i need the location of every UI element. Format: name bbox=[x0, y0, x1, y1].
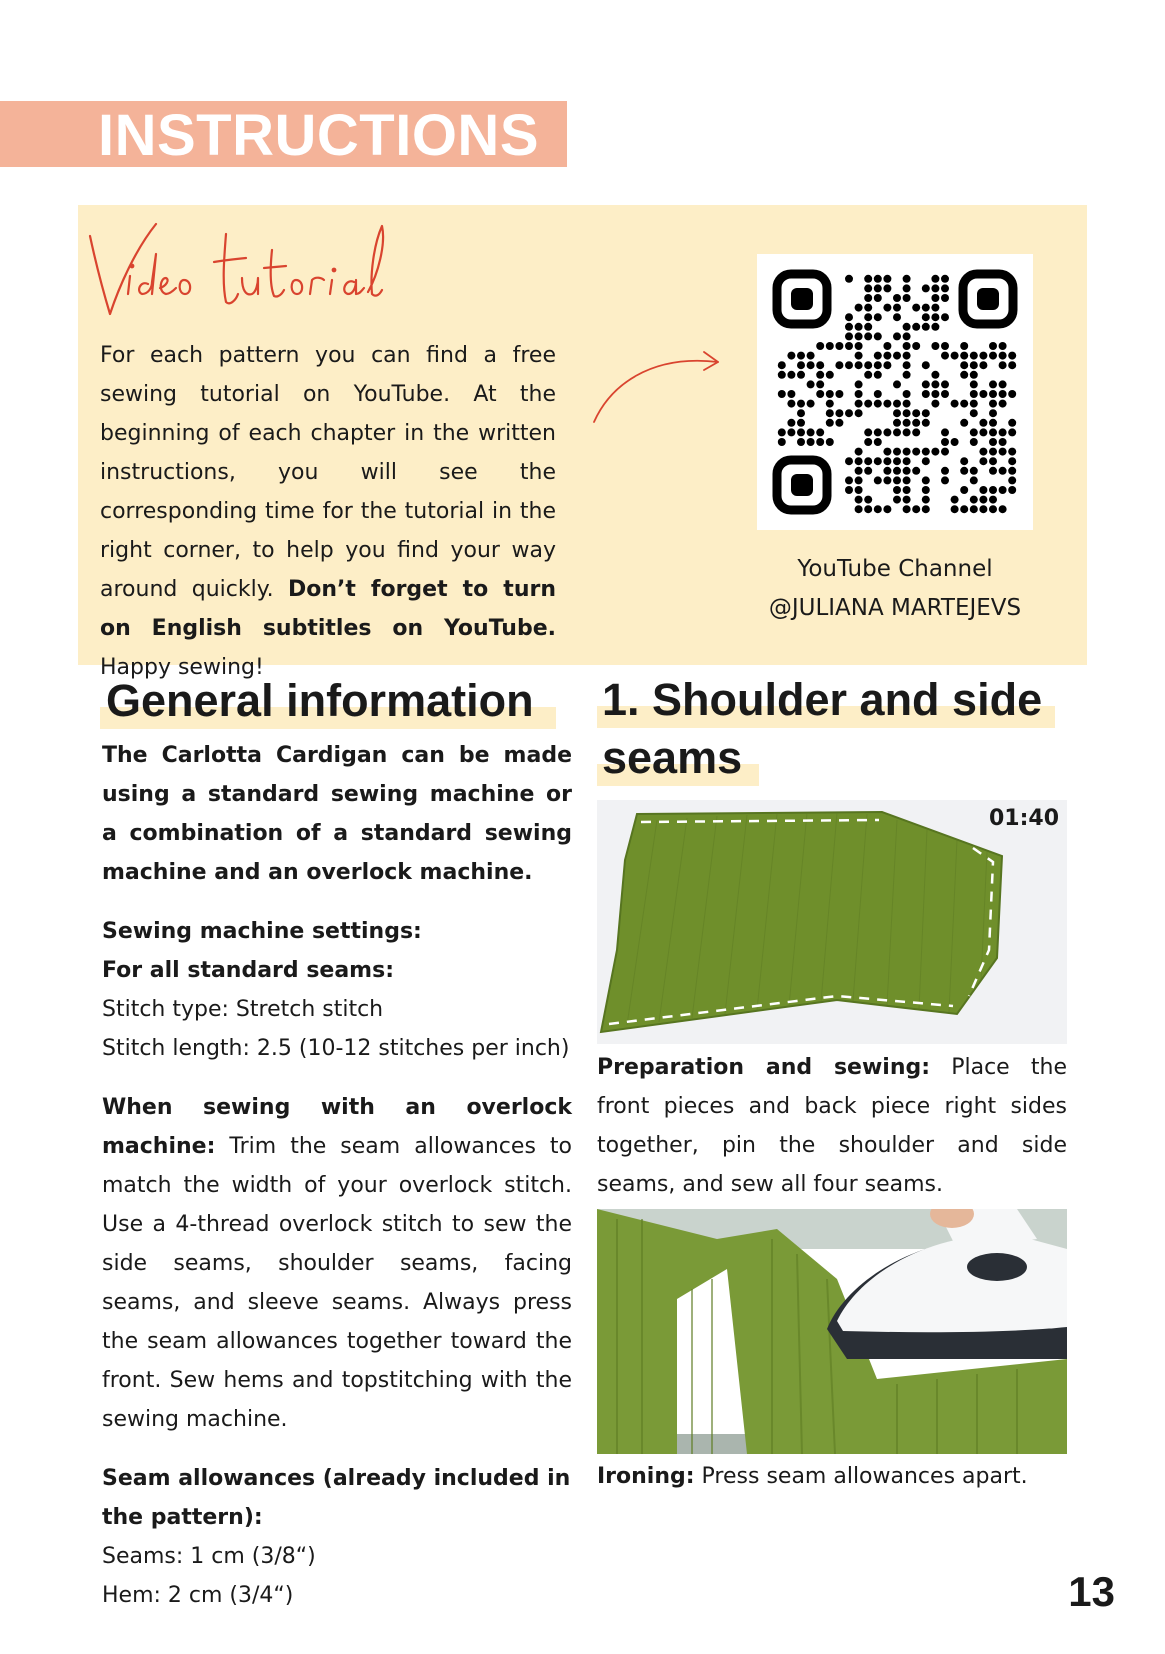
preparation-heading: Preparation and sewing: bbox=[597, 1055, 931, 1080]
shoulder-seams-heading-text2: seams bbox=[602, 732, 743, 783]
general-information-heading-text: General information bbox=[106, 675, 534, 726]
youtube-channel-label: YouTube Channel bbox=[797, 556, 993, 582]
shoulder-seams-heading-text1: 1. Shoulder and side bbox=[602, 674, 1043, 725]
sewing-photo bbox=[597, 800, 1067, 1044]
arrow-icon bbox=[590, 346, 725, 426]
standard-seams-heading: For all standard seams: bbox=[102, 958, 394, 983]
intro-text: For each pattern you can find a free sewing tutorial on YouTube. At the beginning of each chapter in the written instructions, you will see the corresponding time for the tutorial in the right corner, to help you find your way around quickly. bbox=[100, 343, 556, 602]
ironing-heading: Ironing: bbox=[597, 1464, 695, 1489]
qr-code[interactable] bbox=[757, 254, 1033, 530]
overlock-text: Trim the seam allowances to match the width of your overlock stitch. Use a 4-thread overlock stitch to sew the side seams, shoulder seams, facing seams, and sleeve seams. Always press the seam allowances together toward the front. Sew hems and topstitching with the sewing machine. bbox=[102, 1134, 572, 1432]
page-title: INSTRUCTIONS bbox=[98, 103, 539, 168]
general-information-heading bbox=[100, 675, 534, 730]
green-fabric-pieces-image bbox=[597, 800, 1067, 1044]
intro-end-text: Happy sewing! bbox=[100, 655, 264, 680]
video-timestamp: 01:40 bbox=[988, 806, 1059, 831]
seams-allowance: Seams: 1 cm (3/8“) bbox=[102, 1544, 316, 1569]
shoulder-seams-heading-line2 bbox=[597, 732, 742, 787]
page-number: 13 bbox=[1068, 1568, 1115, 1615]
qr-code-icon bbox=[771, 268, 1019, 516]
ironing-paragraph bbox=[597, 1457, 1067, 1496]
stitch-length: Stitch length: 2.5 (10-12 stitches per inch) bbox=[102, 1036, 570, 1061]
hem-allowance: Hem: 2 cm (3/4“) bbox=[102, 1583, 294, 1608]
preparation-paragraph bbox=[597, 1048, 1067, 1204]
preparation-text: Place the front pieces and back piece right sides together, pin the shoulder and side seams, and sew all four seams. bbox=[597, 1055, 1067, 1197]
shoulder-seams-heading-line1 bbox=[597, 674, 1042, 729]
ironing-photo bbox=[597, 1209, 1067, 1454]
video-tutorial-intro bbox=[100, 336, 556, 687]
overlock-heading: When sewing with an overlock machine: bbox=[102, 1095, 572, 1159]
general-lead: The Carlotta Cardigan can be made using a standard sewing machine or a combination of a standard sewing machine and an overlock machine. bbox=[102, 743, 572, 885]
youtube-channel-handle[interactable]: @JULIANA MARTEJEVS bbox=[768, 595, 1022, 621]
settings-heading: Sewing machine settings: bbox=[102, 919, 422, 944]
overlock-paragraph bbox=[102, 1088, 572, 1439]
ironing-text: Press seam allowances apart. bbox=[694, 1464, 1028, 1489]
general-information-body bbox=[102, 736, 572, 1615]
seam-allowances-heading: Seam allowances (already included in the pattern): bbox=[102, 1466, 571, 1530]
video-tutorial-script-title bbox=[86, 214, 416, 329]
stitch-type: Stitch type: Stretch stitch bbox=[102, 997, 384, 1022]
intro-bold-text: Don’t forget to turn on English subtitles on YouTube. bbox=[100, 577, 556, 641]
iron-on-fabric-image bbox=[597, 1209, 1067, 1454]
